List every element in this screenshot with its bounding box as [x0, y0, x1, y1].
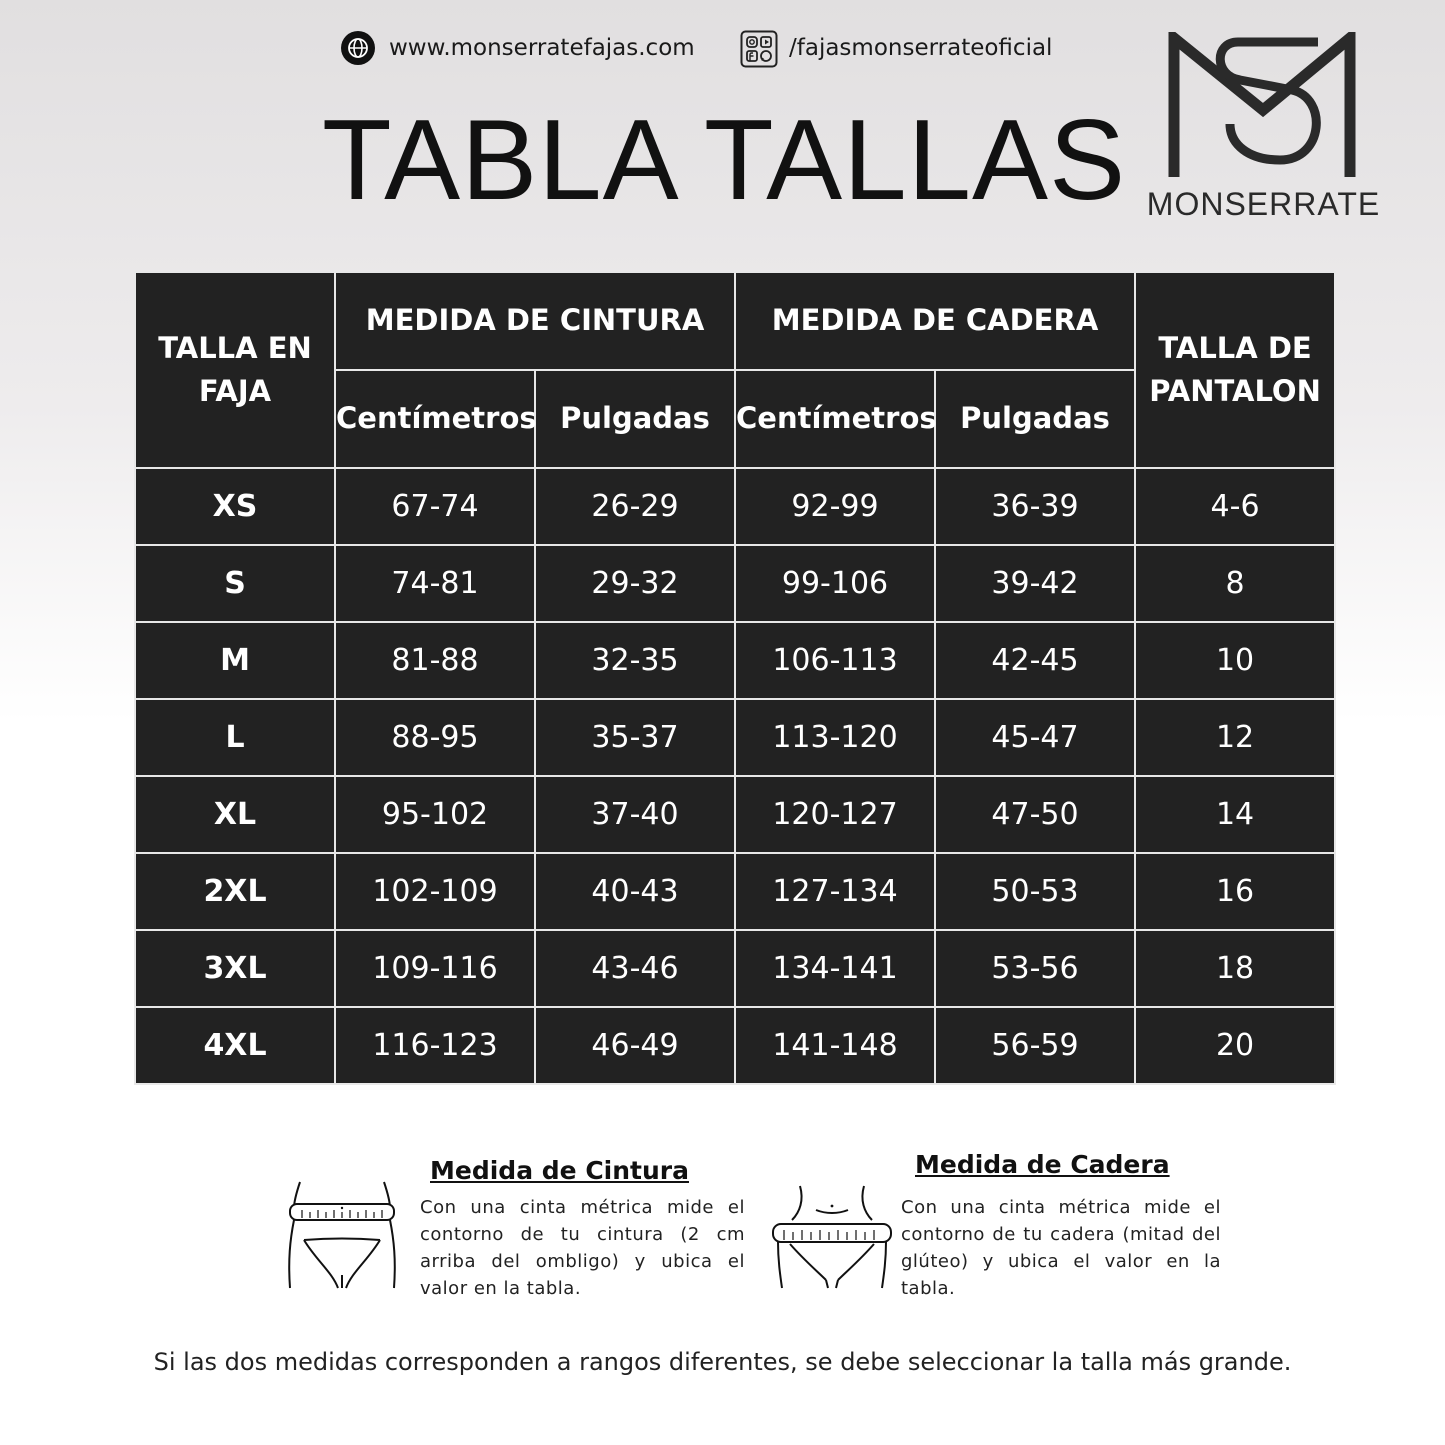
cell-waist-in: 46-49 [535, 1007, 735, 1084]
table-row [135, 930, 1335, 1007]
cell-waist-cm: 95-102 [335, 776, 535, 853]
cell-size: M [135, 622, 335, 699]
brand-logo [1146, 32, 1381, 222]
cell-pants: 12 [1135, 699, 1335, 776]
social-handle[interactable]: /fajasmonserrateoficial [789, 35, 1053, 61]
cell-hip-in: 36-39 [935, 468, 1135, 545]
header-talla-pantalon: TALLA DE PANTALON [1135, 272, 1335, 468]
table-row [135, 776, 1335, 853]
table-row [135, 853, 1335, 930]
cell-size: 3XL [135, 930, 335, 1007]
social-contact[interactable] [740, 30, 1052, 66]
cell-size: L [135, 699, 335, 776]
hip-guide-text: Con una cinta métrica mide el contorno de tu cadera (mitad del glúteo) y ubica el valor en la tabla. [901, 1197, 1221, 1299]
waist-guide [286, 1150, 746, 1310]
cell-hip-in: 45-47 [935, 699, 1135, 776]
header-medida-cadera: MEDIDA DE CADERA [735, 272, 1135, 370]
cell-waist-cm: 67-74 [335, 468, 535, 545]
cell-hip-cm: 92-99 [735, 468, 935, 545]
cell-waist-in: 29-32 [535, 545, 735, 622]
cell-waist-cm: 116-123 [335, 1007, 535, 1084]
cell-waist-in: 43-46 [535, 930, 735, 1007]
cell-size: 2XL [135, 853, 335, 930]
cell-pants: 8 [1135, 545, 1335, 622]
page-title: TABLA TALLAS [322, 97, 1127, 224]
website-url[interactable]: www.monserratefajas.com [389, 35, 695, 61]
website-contact[interactable] [340, 30, 695, 66]
cell-waist-in: 37-40 [535, 776, 735, 853]
cell-hip-cm: 106-113 [735, 622, 935, 699]
cell-hip-in: 47-50 [935, 776, 1135, 853]
subheader-waist-in: Pulgadas [535, 370, 735, 468]
cell-pants: 18 [1135, 930, 1335, 1007]
table-row [135, 622, 1335, 699]
cell-waist-cm: 81-88 [335, 622, 535, 699]
footnote: Si las dos medidas corresponden a rangos diferentes, se debe seleccionar la talla más grande. [153, 1348, 1292, 1376]
cell-waist-cm: 109-116 [335, 930, 535, 1007]
cell-hip-cm: 134-141 [735, 930, 935, 1007]
size-chart-table [134, 271, 1336, 1085]
cell-hip-in: 42-45 [935, 622, 1135, 699]
cell-waist-in: 40-43 [535, 853, 735, 930]
cell-waist-in: 35-37 [535, 699, 735, 776]
cell-hip-in: 50-53 [935, 853, 1135, 930]
table-header-row [135, 272, 1335, 370]
header-medida-cintura: MEDIDA DE CINTURA [335, 272, 735, 370]
social-media-icon [740, 30, 776, 66]
cell-hip-cm: 113-120 [735, 699, 935, 776]
hip-guide-title: Medida de Cadera [915, 1150, 1170, 1179]
cell-waist-cm: 74-81 [335, 545, 535, 622]
hip-measure-icon [770, 1180, 895, 1292]
cell-hip-cm: 141-148 [735, 1007, 935, 1084]
waist-guide-text: Con una cinta métrica mide el contorno de tu cintura (2 cm arriba del ombligo) y ubica el valor en la tabla. [420, 1197, 745, 1299]
table-row [135, 545, 1335, 622]
cell-hip-cm: 127-134 [735, 853, 935, 930]
cell-waist-cm: 102-109 [335, 853, 535, 930]
hip-guide [770, 1150, 1222, 1310]
cell-pants: 4-6 [1135, 468, 1335, 545]
cell-size: S [135, 545, 335, 622]
cell-hip-in: 53-56 [935, 930, 1135, 1007]
globe-icon [340, 30, 376, 66]
subheader-hip-in: Pulgadas [935, 370, 1135, 468]
cell-size: XS [135, 468, 335, 545]
table-row [135, 699, 1335, 776]
monogram-icon [1168, 32, 1358, 182]
waist-guide-title: Medida de Cintura [430, 1156, 689, 1185]
table-row [135, 1007, 1335, 1084]
cell-pants: 10 [1135, 622, 1335, 699]
waist-measure-icon [286, 1180, 398, 1292]
cell-pants: 16 [1135, 853, 1335, 930]
cell-hip-in: 56-59 [935, 1007, 1135, 1084]
subheader-waist-cm: Centímetros [335, 370, 535, 468]
cell-waist-in: 26-29 [535, 468, 735, 545]
header-talla-en-faja: TALLA EN FAJA [135, 272, 335, 468]
cell-pants: 14 [1135, 776, 1335, 853]
cell-waist-in: 32-35 [535, 622, 735, 699]
cell-size: XL [135, 776, 335, 853]
cell-pants: 20 [1135, 1007, 1335, 1084]
cell-size: 4XL [135, 1007, 335, 1084]
cell-hip-cm: 99-106 [735, 545, 935, 622]
subheader-hip-cm: Centímetros [735, 370, 935, 468]
brand-name: MONSERRATE [1146, 186, 1381, 222]
cell-hip-cm: 120-127 [735, 776, 935, 853]
cell-hip-in: 39-42 [935, 545, 1135, 622]
table-row [135, 468, 1335, 545]
cell-waist-cm: 88-95 [335, 699, 535, 776]
